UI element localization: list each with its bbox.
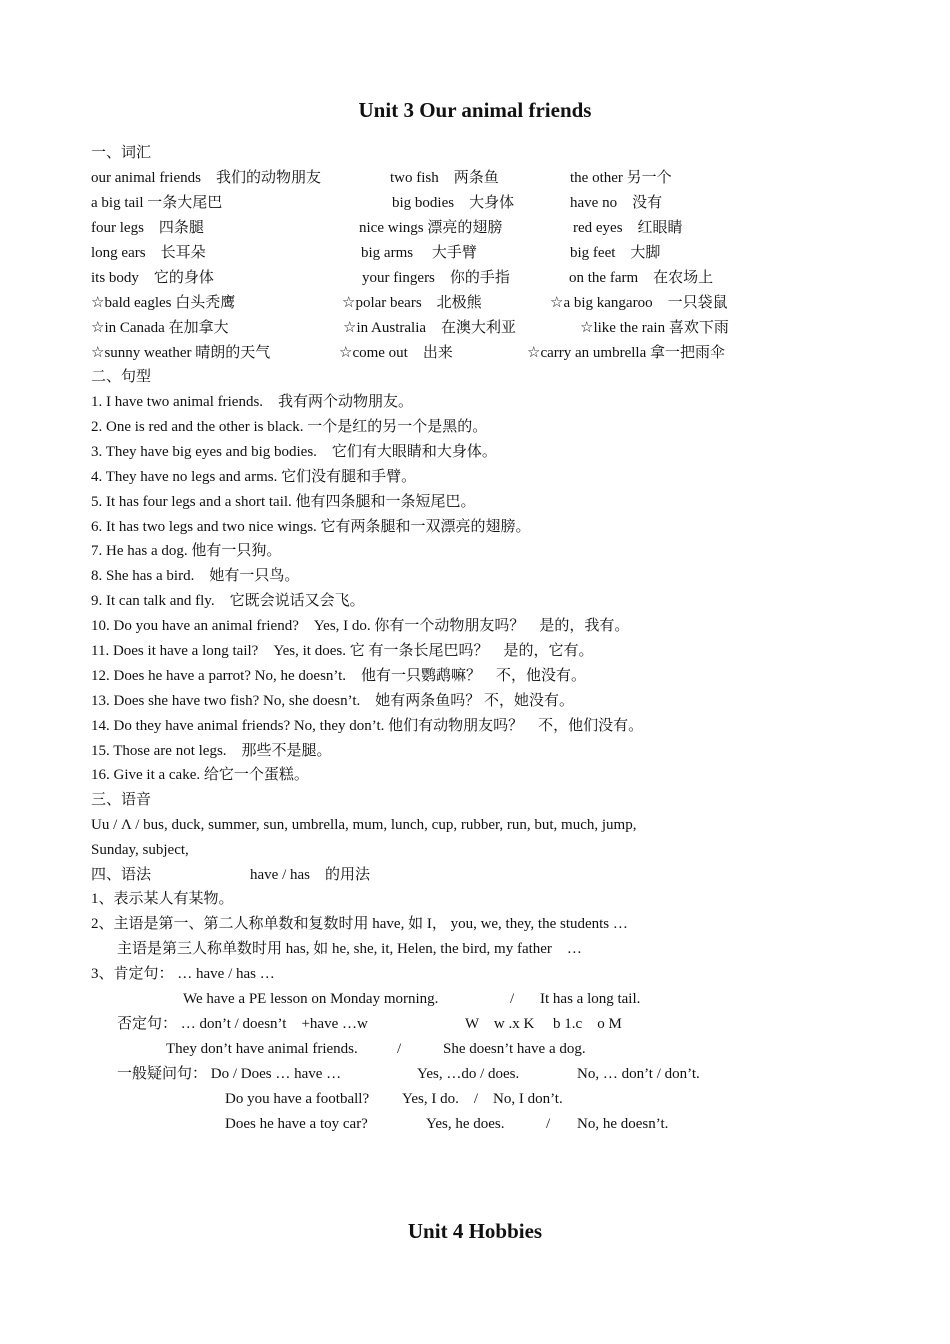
- sentence-item: 7. He has a dog. 他有一只狗。: [91, 543, 282, 559]
- example-separator: /: [397, 1041, 402, 1057]
- sentence-item: 1. I have two animal friends. 我有两个动物朋友。: [91, 394, 414, 410]
- vocab-item: nice wings 漂亮的翅膀: [359, 220, 503, 236]
- unit3-title: Unit 3 Our animal friends: [358, 98, 592, 122]
- vocab-item: its body 它的身体: [91, 270, 214, 286]
- sentence-item: 14. Do they have animal friends? No, they don’t. 他们有动物朋友吗？ 不，他们没有。: [91, 718, 644, 734]
- vocab-item: ☆carry an umbrella 拿一把雨伞: [527, 345, 725, 361]
- vocab-item: long ears 长耳朵: [91, 245, 206, 261]
- question-example: Does he have a toy car?: [225, 1116, 368, 1132]
- vocab-item: red eyes 红眼睛: [573, 220, 683, 236]
- vocab-item: big bodies 大身体: [392, 195, 515, 211]
- sentence-item: 2. One is red and the other is black. 一个是红的另一个是黑的。: [91, 419, 488, 435]
- vocab-item: big arms 大手臂: [361, 245, 477, 261]
- vocab-item: your fingers 你的手指: [362, 270, 510, 286]
- question-example: Do you have a football?: [225, 1091, 370, 1107]
- vocab-heading: 一、词汇: [91, 145, 152, 161]
- vocab-item: four legs 四条腿: [91, 220, 204, 236]
- sentence-item: 16. Give it a cake. 给它一个蛋糕。: [91, 767, 309, 783]
- grammar-point: 2、主语是第一、第二人称单数和复数时用 have, 如 I， you, we, they, the students …: [91, 916, 628, 932]
- vocab-item: ☆in Canada 在加拿大: [91, 320, 229, 336]
- sentence-item: 6. It has two legs and two nice wings. 它有两条腿和一双漂亮的翅膀。: [91, 519, 531, 535]
- vocab-item: two fish 两条鱼: [390, 170, 499, 186]
- vocab-item: our animal friends 我们的动物朋友: [91, 170, 321, 186]
- grammar-point: 3、肯定句： … have / has …: [91, 966, 275, 982]
- vocab-item: big feet 大脚: [570, 245, 661, 261]
- affirmative-example: It has a long tail.: [540, 991, 641, 1007]
- vocab-item: ☆polar bears 北极熊: [342, 295, 482, 311]
- vocab-item: ☆a big kangaroo 一只袋鼠: [550, 295, 728, 311]
- vocab-item: on the farm 在农场上: [569, 270, 714, 286]
- sentence-item: 13. Does she have two fish? No, she doesn’t. 她有两条鱼吗？ 不，她没有。: [91, 693, 575, 709]
- vocab-item: a big tail 一条大尾巴: [91, 195, 223, 211]
- grammar-point: 主语是第三人称单数时用 has, 如 he, she, it, Helen, the bird, my father …: [117, 941, 582, 957]
- sentence-heading: 二、句型: [91, 369, 152, 385]
- vocab-item: ☆in Australia 在澳大利亚: [343, 320, 517, 336]
- question-answer: No, he doesn’t.: [577, 1116, 669, 1132]
- negative-rule: 否定句： … don’t / doesn’t +have …w: [117, 1016, 368, 1032]
- unit4-title: Unit 4 Hobbies: [407, 1219, 543, 1243]
- phonics-line: Sunday, subject,: [91, 842, 189, 858]
- sentence-item: 8. She has a bird. 她有一只鸟。: [91, 568, 300, 584]
- affirmative-example: We have a PE lesson on Monday morning.: [183, 991, 439, 1007]
- example-separator: /: [546, 1116, 551, 1132]
- sentence-item: 5. It has four legs and a short tail. 他有四条腿和一条短尾巴。: [91, 494, 476, 510]
- grammar-topic: have / has 的用法: [250, 867, 370, 883]
- vocab-item: ☆bald eagles 白头秃鹰: [91, 295, 236, 311]
- sentence-item: 15. Those are not legs. 那些不是腿。: [91, 743, 332, 759]
- negative-example: They don’t have animal friends.: [166, 1041, 358, 1057]
- question-answer: Yes, I do. / No, I don’t.: [402, 1091, 563, 1107]
- sentence-item: 12. Does he have a parrot? No, he doesn’t. 他有一只鹦鹉嘛？ 不，他没有。: [91, 668, 587, 684]
- question-yes: Yes, …do / does.: [417, 1066, 520, 1082]
- vocab-item: ☆sunny weather 晴朗的天气: [91, 345, 271, 361]
- watermark-text: W w .x K b 1.c o M: [465, 1016, 622, 1032]
- phonics-heading: 三、语音: [91, 792, 152, 808]
- sentence-item: 9. It can talk and fly. 它既会说话又会飞。: [91, 593, 365, 609]
- vocab-item: have no 没有: [570, 195, 663, 211]
- vocab-item: the other 另一个: [570, 170, 672, 186]
- grammar-heading: 四、语法: [91, 867, 152, 883]
- grammar-point: 1、表示某人有某物。: [91, 891, 234, 907]
- phonics-line: Uu / Λ / bus, duck, summer, sun, umbrella, mum, lunch, cup, rubber, run, but, much, jump,: [91, 817, 637, 833]
- negative-example: She doesn’t have a dog.: [443, 1041, 586, 1057]
- example-separator: /: [510, 991, 515, 1007]
- sentence-item: 11. Does it have a long tail? Yes, it does. 它 有一条长尾巴吗？ 是的，它有。: [91, 643, 594, 659]
- sentence-item: 3. They have big eyes and big bodies. 它们有大眼睛和大身体。: [91, 444, 497, 460]
- sentence-item: 4. They have no legs and arms. 它们没有腿和手臂。: [91, 469, 417, 485]
- vocab-item: ☆like the rain 喜欢下雨: [580, 320, 729, 336]
- sentence-item: 10. Do you have an animal friend? Yes, I do. 你有一个动物朋友吗？ 是的，我有。: [91, 618, 630, 634]
- question-rule: 一般疑问句： Do / Does … have …: [117, 1066, 342, 1082]
- question-answer: Yes, he does.: [426, 1116, 505, 1132]
- vocab-item: ☆come out 出来: [339, 345, 453, 361]
- question-no: No, … don’t / don’t.: [577, 1066, 700, 1082]
